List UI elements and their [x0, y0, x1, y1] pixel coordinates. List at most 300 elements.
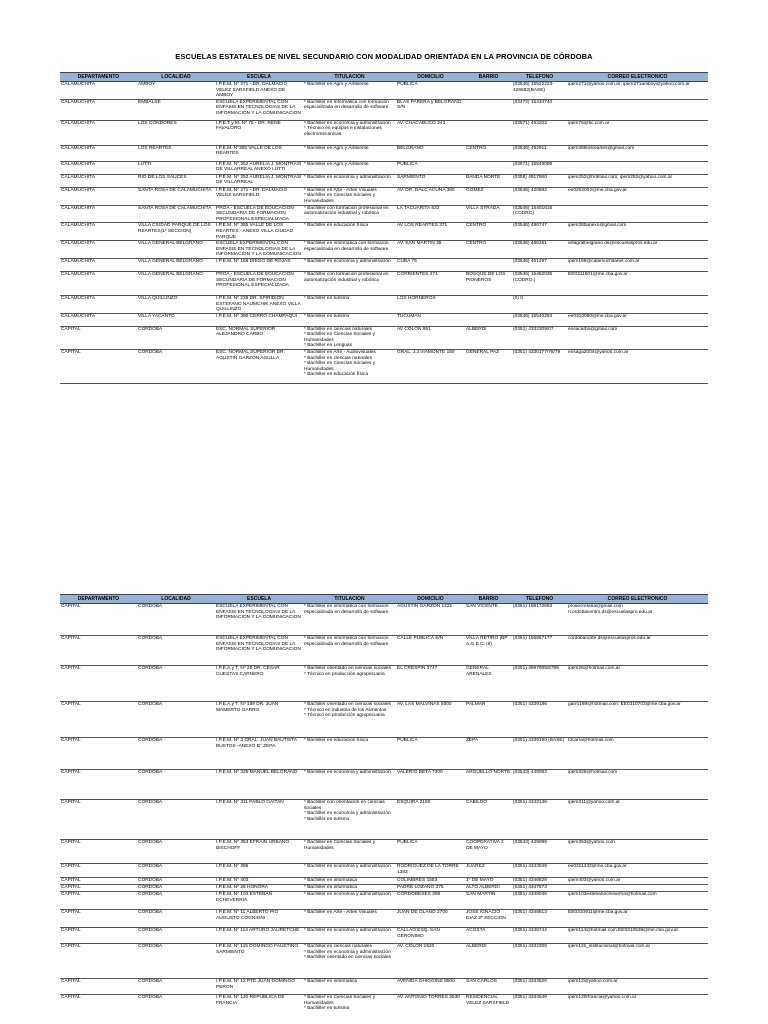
cell-correo: ipem252@hotmail.com; ipem252@yahoo.com.ar — [567, 174, 708, 187]
table-row — [60, 864, 708, 878]
cell-localidad: CORDOBA — [137, 636, 215, 666]
cell-escuela: I.P.E.M. Nº 403 — [215, 878, 303, 885]
cell-correo — [567, 295, 708, 313]
cell-telefono: (03546) 461297 — [512, 258, 567, 271]
cell-departamento: CALAMUCHITA — [60, 187, 137, 205]
header-escuela: ESCUELA — [215, 73, 303, 82]
cell-titulacion: * Bachiller en economía y administración — [303, 174, 396, 187]
cell-correo: villagralbelgrano.ds@escuelaspros.edu.ar — [567, 241, 708, 259]
cell-titulacion: * Bachiller en Arte - Artes Visuales — [303, 910, 396, 928]
cell-correo — [567, 885, 708, 892]
cell-telefono: (03546) 466251 — [512, 241, 567, 259]
cell-correo: ipem168@calamuchitanet.com.ar — [567, 258, 708, 271]
header-departamento: DEPARTAMENTO — [60, 595, 137, 604]
cell-escuela: I.P.E.M. Nº 3 GRAL. JUAN BAUTISTA BUSTOS -ANEXO B° ZEPA — [215, 738, 303, 770]
cell-correo — [567, 99, 708, 120]
cell-barrio: PALMAR — [465, 702, 512, 738]
cell-localidad: SANTA ROSA DE CALAMUCHITA — [137, 187, 215, 205]
cell-telefono: (0351) 4343136 — [512, 800, 567, 840]
cell-correo: ipem325@hotmail.com — [567, 770, 708, 800]
cell-domicilio: PUBLICA — [396, 161, 465, 174]
table-row — [60, 800, 708, 840]
cell-departamento: CAPITAL — [60, 892, 137, 910]
cell-localidad: CORDOBA — [137, 885, 215, 892]
table-header-row — [60, 595, 708, 604]
cell-titulacion: * Bachiller orientado en ciencias sociales * Técnico en industria de los Alimentos * Técnico en producción agropecuaria — [303, 702, 396, 738]
cell-barrio — [465, 120, 512, 145]
cell-domicilio: AV. DR. DALC ACUÑA 380 — [396, 187, 465, 205]
cell-correo: ipem115_institucional@hotmail.com.ar — [567, 944, 708, 979]
cell-domicilio: CALLE PUBLICA S/N — [396, 636, 465, 666]
cell-titulacion: * Bachiller en turismo — [303, 313, 396, 326]
header-titulacion: TITULACION — [303, 595, 396, 604]
cell-barrio — [465, 313, 512, 326]
cell-localidad: CORDOBA — [137, 604, 215, 636]
cell-departamento: CALAMUCHITA — [60, 258, 137, 271]
cell-barrio: ALBERDI — [465, 326, 512, 349]
table-row — [60, 205, 708, 223]
cell-domicilio: BELGRANO — [396, 145, 465, 161]
cell-barrio: ACOSTA — [465, 928, 512, 944]
cell-escuela: I.P.E.M. Nº 12 PTE.JUAN DOMINGO PERON — [215, 979, 303, 995]
cell-escuela: I.P.E.M. Nº 271 - DR. DALMACIO VELEZ SARSFIELD ANEXO DE AMBOY — [215, 82, 303, 100]
cell-departamento: CAPITAL — [60, 864, 137, 878]
cell-barrio: SAN CARLOS — [465, 979, 512, 995]
cell-localidad: VILLA YACANTO — [137, 313, 215, 326]
table-row — [60, 187, 708, 205]
cell-correo: ipem26@hotmail.com.ar — [567, 666, 708, 702]
table-row — [60, 604, 708, 636]
cell-correo: ipem385losreartes@gmail.com — [567, 145, 708, 161]
cell-telefono: (0351) 4339190 (BASE) — [512, 738, 567, 770]
cell-barrio: SAN VICENTE — [465, 604, 512, 636]
cell-domicilio: GRAL. J.J.VIAMONTE 150 — [396, 350, 465, 383]
header-escuela: ESCUELA — [215, 595, 303, 604]
cell-titulacion: * Bachiller en informática — [303, 885, 396, 892]
cell-escuela: ESCUELA EXPERIMENTAL CON ENFASIS EN TECNOLOGIAS DE LA INFORMACION Y LA COMUNICACION — [215, 604, 303, 636]
table-header-row — [60, 73, 708, 82]
header-correo: CORREO ELECTRONICO — [567, 73, 708, 82]
cell-correo: EE0311501@me.cba.gov.ar — [567, 271, 708, 295]
cell-escuela: I.P.E.M. Nº 271 - DR. DALMACIO VELEZ SARSFIELD — [215, 187, 303, 205]
cell-titulacion: * Bachiller en ciencias naturales * Bachiller en economía y administración * Bachiller orientado en ciencias sociales — [303, 944, 396, 979]
cell-departamento: CAPITAL — [60, 995, 137, 1017]
cell-titulacion: * Bachiller en educación física — [303, 223, 396, 241]
table-row — [60, 313, 708, 326]
cell-domicilio: AV. ANTONIO TORRES 3530 — [396, 995, 465, 1017]
cell-barrio: RESIDENCIAL VELEZ SARSFIELD — [465, 995, 512, 1017]
cell-titulacion: * Bachiller en informática con formación especializada en desarrollo de software — [303, 241, 396, 259]
cell-barrio: JUAREZ — [465, 864, 512, 878]
cell-telefono: (03472) 15434740 — [512, 99, 567, 120]
cell-localidad: CORDOBA — [137, 995, 215, 1017]
cell-escuela: ESC. NORMAL SUPERIOR ALEJANDRO CARBO — [215, 326, 303, 349]
cell-localidad: CORDOBA — [137, 702, 215, 738]
cell-barrio: BANDA NORTE — [465, 174, 512, 187]
cell-correo: ensacarbo@gmail.com — [567, 326, 708, 349]
cell-telefono: (0351) 4343049 — [512, 864, 567, 878]
cell-domicilio: PUBLICA — [396, 738, 465, 770]
cell-departamento: CALAMUCHITA — [60, 313, 137, 326]
cell-domicilio: ESQUIRA 2150 — [396, 800, 465, 840]
cell-telefono: (0351) 4334526 — [512, 979, 567, 995]
cell-escuela: I.P.E.M. Nº 28 HONORA — [215, 885, 303, 892]
table-row — [60, 82, 708, 100]
cell-correo: ipem353@yahoo.com — [567, 840, 708, 864]
cell-correo — [567, 205, 708, 223]
cell-titulacion: * Bachiller en informática — [303, 979, 396, 995]
table-row — [60, 350, 708, 383]
table-row — [60, 878, 708, 885]
cell-telefono: (03571) 493203 — [512, 120, 567, 145]
cell-barrio: GENERAL PAZ — [465, 350, 512, 383]
header-barrio: BARRIO — [465, 73, 512, 82]
table-row — [60, 161, 708, 174]
table-row — [60, 241, 708, 259]
cell-domicilio: AV. COLON 1520 — [396, 944, 465, 979]
cell-departamento: CAPITAL — [60, 770, 137, 800]
cell-titulacion: * Bachiller en Agro y Ambiente — [303, 145, 396, 161]
table-row — [60, 99, 708, 120]
cell-localidad: RIO DE LOS SAUCES — [137, 174, 215, 187]
cell-localidad: CORDOBA — [137, 928, 215, 944]
cell-escuela: I.P.E.M. Nº 115 DOMINGO FAUSTINO SARMIENTO — [215, 944, 303, 979]
cell-escuela: ESCUELA EXPERIMENTAL CON ENFASIS EN TECNOLOGIAS DE LA INFORMACION Y LA COMUNICACION — [215, 241, 303, 259]
cell-domicilio: PADRE LOZANO 375 — [396, 885, 465, 892]
cell-correo: ee0202002@me.cba.gov.ar — [567, 187, 708, 205]
cell-titulacion: * Bachiller en Agro y Ambiente — [303, 161, 396, 174]
cell-departamento: CAPITAL — [60, 979, 137, 995]
cell-departamento: CAPITAL — [60, 738, 137, 770]
cell-departamento: CALAMUCHITA — [60, 295, 137, 313]
cell-barrio — [465, 99, 512, 120]
cell-departamento: CALAMUCHITA — [60, 161, 137, 174]
table-row — [60, 885, 708, 892]
cell-domicilio: BLAS PARERA y BELGRANO S/N — [396, 99, 465, 120]
cell-escuela: I.P.E.M. Nº 311 PABLO GAITAN — [215, 800, 303, 840]
cell-escuela: I.P.E.M. Nº 103 ESTEBAN ECHEVERRIA — [215, 892, 303, 910]
header-telefono: TELEFONO — [512, 595, 567, 604]
cell-departamento: CAPITAL — [60, 350, 137, 383]
table-row — [60, 174, 708, 187]
table-row — [60, 702, 708, 738]
cell-telefono: (0351) 4997985/6799 — [512, 666, 567, 702]
cell-departamento: CAPITAL — [60, 604, 137, 636]
cell-domicilio: AGUSTIN GARZON 1221 — [396, 604, 465, 636]
cell-domicilio: LA TACUARITA 532 — [396, 205, 465, 223]
header-domicilio: DOMICILIO — [396, 73, 465, 82]
cell-localidad: AMBOY — [137, 82, 215, 100]
table-row — [60, 995, 708, 1017]
cell-barrio: BOSQUE DE LOS PIONEROS — [465, 271, 512, 295]
cell-departamento: CAPITAL — [60, 840, 137, 864]
cell-correo: ipem75@tic.com.ar — [567, 120, 708, 145]
header-correo: CORREO ELECTRONICO — [567, 595, 708, 604]
cell-departamento: CAPITAL — [60, 636, 137, 666]
cell-barrio: COOPERATIVA 2 DE MAYO — [465, 840, 512, 864]
cell-titulacion: * Bachiller en turismo — [303, 295, 396, 313]
cell-correo: ipem103estebanecheverria@hotmail.com — [567, 892, 708, 910]
cell-titulacion: * Bachiller en economía y administración — [303, 770, 396, 800]
header-localidad: LOCALIDAD — [137, 73, 215, 82]
cell-barrio: GOMEZ — [465, 187, 512, 205]
cell-escuela: PROA - ESCUELA DE EDUCACION SECUNDARIA DE FORMACION PROFESIONAL ESPECIALIZADA — [215, 271, 303, 295]
cell-domicilio: AV LOS REARTES 371 — [396, 223, 465, 241]
cell-domicilio: AV. LAS MALVINAS 5000 — [396, 702, 465, 738]
cell-barrio — [465, 258, 512, 271]
cell-domicilio: SARMIENTO — [396, 174, 465, 187]
cell-escuela: PROA - ESCUELA DE EDUCACION SECUNDARIA DE FORMACION PROFESIONAL ESPECIALIZADA — [215, 205, 303, 223]
table-row — [60, 223, 708, 241]
cell-domicilio: EL CRESPIN 3747 — [396, 666, 465, 702]
header-barrio: BARRIO — [465, 595, 512, 604]
cell-titulacion: * Bachiller en Ciencias Sociales y Humanidades * Bachiller en turismo — [303, 995, 396, 1017]
cell-correo — [567, 161, 708, 174]
cell-escuela: I.P.E.A.y T. Nº 26 DR. CESAR CUESTAS CARNERO — [215, 666, 303, 702]
cell-domicilio: JUAN DE OLANO 2700 — [396, 910, 465, 928]
cell-correo: ipem120rfrancia@yahoo.com.ar — [567, 995, 708, 1017]
cell-domicilio: CUBA 75 — [396, 258, 465, 271]
cell-barrio: CENTRO — [465, 223, 512, 241]
cell-telefono: (0351) 4332309/07 — [512, 326, 567, 349]
cell-titulacion: * Bachiller en economía y administración * Técnico en equipos e instalaciones electromecánicas — [303, 120, 396, 145]
table-row — [60, 840, 708, 864]
cell-telefono: (0358) 4917960 — [512, 174, 567, 187]
cell-escuela: I.P.E.M. Nº 385 VALLE DE LOS REARTES - ANEXO VILLA CIUDAD PARQUE — [215, 223, 303, 241]
cell-telefono: (0351) 4348813 — [512, 910, 567, 928]
cell-telefono: (0351) 4348744 — [512, 928, 567, 944]
schools-table-2 — [60, 594, 708, 1017]
cell-departamento: CALAMUCHITA — [60, 120, 137, 145]
cell-barrio: CABILDO — [465, 800, 512, 840]
cell-escuela: I.P.E.M. Nº 239 DR. SPIRIDION ESTEFANO NAUMCHIK ANEXO VILLA QUILLINZO — [215, 295, 303, 313]
cell-barrio — [465, 295, 512, 313]
cell-telefono: (03546) 15462035 (CODRO.) — [512, 271, 567, 295]
cell-localidad: CORDOBA — [137, 979, 215, 995]
cell-domicilio: TUCUMAN — [396, 313, 465, 326]
header-telefono: TELEFONO — [512, 73, 567, 82]
cell-escuela: I.P.E.M. Nº 252 AURELIA J. MONTRASI DE VILLARREAL ANEXO LUTTI — [216, 161, 302, 173]
table-row — [60, 666, 708, 702]
table-row — [60, 770, 708, 800]
cell-correo: ensaga2004@yahoo.com.ar — [567, 350, 708, 383]
cell-domicilio: VALERIO BETA 7300 — [396, 770, 465, 800]
cell-departamento: CALAMUCHITA — [60, 271, 137, 295]
cell-domicilio: RODRIGUEZ DE LA TORRE 1383 — [396, 864, 465, 878]
cell-telefono: (0351) 4334548 — [512, 995, 567, 1017]
cell-barrio: ARGUELLO NORTE — [465, 770, 512, 800]
cell-domicilio: CORRIENTES 271 — [396, 271, 465, 295]
cell-localidad: CORDOBA — [137, 910, 215, 928]
cell-correo: ipem311@yahoo.com.ar — [567, 800, 708, 840]
cell-departamento: CAPITAL — [60, 910, 137, 928]
cell-escuela: I.P.E.M. Nº 353 EFRAIN URBANO BISCHOFF — [215, 840, 303, 864]
cell-barrio — [465, 82, 512, 100]
cell-departamento: CALAMUCHITA — [60, 145, 137, 161]
cell-barrio: CENTRO — [465, 241, 512, 259]
cell-correo: cordobanorte.ds@escuelaspros.edu.ar — [567, 636, 708, 666]
cell-domicilio: LOS HORNEROS — [396, 295, 465, 313]
cell-localidad: CORDOBA — [137, 878, 215, 885]
cell-telefono: (0351) 4330177/78/79 — [512, 350, 567, 383]
cell-domicilio: CALLAO ESQ. SAN GERONIMO — [396, 928, 465, 944]
cell-departamento: CALAMUCHITA — [60, 205, 137, 223]
cell-titulacion: * Bachiller orientado en ciencias sociales * Técnico en producción agropecuaria — [303, 666, 396, 702]
cell-departamento: CAPITAL — [60, 878, 137, 885]
cell-localidad: CORDOBA — [137, 864, 215, 878]
cell-escuela: I.P.E.M. Nº 114 ARTURO JAURETCHE — [215, 928, 303, 944]
cell-titulacion: * Bachiller en informática con formación especializada en desarrollo de software — [303, 604, 396, 636]
cell-localidad: VILLA QUILLINZO — [137, 295, 215, 313]
table-row — [60, 910, 708, 928]
table-row — [60, 120, 708, 145]
cell-titulacion: * Bachiller con formación profesional en automatización industrial y robótica — [303, 271, 396, 295]
cell-departamento: CALAMUCHITA — [60, 82, 137, 100]
header-titulacion: TITULACION — [303, 73, 396, 82]
cell-correo: EE0310911@me.cba.gov.ar — [567, 910, 708, 928]
cell-departamento: CAPITAL — [60, 928, 137, 944]
cell-localidad: CORDOBA — [137, 350, 215, 383]
cell-localidad: CORDOBA — [137, 892, 215, 910]
cell-correo: ipem271@yahoo.com.ar; ipem271amboy@yahoo.com.ar — [567, 82, 708, 100]
table-row — [60, 944, 708, 979]
cell-escuela: I.P.E.M. Nº 395 — [215, 864, 303, 878]
cell-titulacion: * Bachiller en economía y administración — [303, 864, 396, 878]
cell-titulacion: * Bachiller en informática con formación especializada en desarrollo de software — [303, 636, 396, 666]
table-row — [60, 636, 708, 666]
cell-departamento: CAPITAL — [60, 944, 137, 979]
cell-barrio: ALBERDI — [465, 944, 512, 979]
cell-barrio: VILLA RETIRO (BP A.G.E.C. III) — [465, 636, 512, 666]
cell-departamento: CAPITAL — [60, 326, 137, 349]
cell-escuela: ESCUELA EXPERIMENTAL CON ENFASIS EN TECNOLOGIAS DE LA INFORMACION Y LA COMUNICACION — [215, 636, 303, 666]
cell-correo: ee0310050@me.cba.gov.ar — [567, 313, 708, 326]
cell-localidad: CORDOBA — [137, 738, 215, 770]
cell-barrio: 1º DE MAYO — [465, 878, 512, 885]
cell-barrio: ALTO ALBERDI — [465, 885, 512, 892]
cell-titulacion: * Bachiller con formación profesional en automatización industrial y robótica — [303, 205, 396, 223]
schools-table-1 — [60, 72, 708, 383]
cell-domicilio: PUBLICA — [396, 840, 465, 864]
cell-departamento: CALAMUCHITA — [60, 241, 137, 259]
header-localidad: LOCALIDAD — [137, 595, 215, 604]
cell-titulacion: * Bachiller con orientación en ciencias sociales * Bachiller en economía y administración * Bachiller en turismo — [303, 800, 396, 840]
cell-barrio: JOSE IGNACIO DIAZ 3ª SECCION — [465, 910, 512, 928]
cell-telefono: (0351) 4348046 — [512, 892, 567, 910]
cell-localidad: LOS CONDORES — [137, 120, 215, 145]
cell-escuela: I.P.E.M. Nº 390 CERRO CHAMPAQUI — [215, 313, 303, 326]
cell-telefono: (03546) 492911 — [512, 145, 567, 161]
cell-telefono: (03543) 449083 — [512, 770, 567, 800]
cell-domicilio: AV. SAN MARTIN 35 — [396, 241, 465, 259]
table-row — [60, 979, 708, 995]
table-row — [60, 271, 708, 295]
cell-localidad: CORDOBA — [137, 840, 215, 864]
table-bottom-rule — [60, 383, 708, 385]
cell-domicilio: AV COLON 951 — [396, 326, 465, 349]
table-row — [60, 326, 708, 349]
cell-departamento: CAPITAL — [60, 800, 137, 840]
cell-titulacion: * Bachiller en Agro y Ambiente — [303, 82, 396, 100]
cell-correo: ipem12@yahoo.com.ar — [567, 979, 708, 995]
cell-correo: garro189@hotmail.com; EE0310703@me.cba.gov.ar — [567, 702, 708, 738]
cell-barrio: CENTRO — [465, 145, 512, 161]
cell-localidad: CORDOBA — [137, 944, 215, 979]
cell-departamento: CALAMUCHITA — [60, 223, 137, 241]
table-row — [60, 892, 708, 910]
schools-table-block-1 — [60, 72, 708, 385]
cell-escuela: I.P.E.M. Nº 120 REPUBLICA DE FRANCIA — [215, 995, 303, 1017]
cell-domicilio: CORDOBESES 398 — [396, 892, 465, 910]
cell-titulacion: * Bachiller en economía y administración — [303, 258, 396, 271]
schools-table-block-2 — [60, 594, 708, 1017]
cell-localidad: LUTTI — [137, 161, 215, 174]
cell-escuela: ESC. NORMAL SUPERIOR DR. AGUSTIN GARZON AGULLA — [215, 350, 303, 383]
cell-correo: ee0311433@me.cba.gov.ar — [567, 864, 708, 878]
table-row — [60, 145, 708, 161]
table-row — [60, 258, 708, 271]
cell-domicilio: AV. CHACABUCO 243 — [396, 120, 465, 145]
cell-localidad: CORDOBA — [137, 800, 215, 840]
cell-localidad: LOS REARTES — [137, 145, 215, 161]
cell-correo: ipem403@yahoo.com.ar — [567, 878, 708, 885]
cell-barrio: SAN MARTIN — [465, 892, 512, 910]
cell-departamento: CAPITAL — [60, 702, 137, 738]
cell-departamento: CAPITAL — [60, 885, 137, 892]
cell-correo: fdcarra@hotmail.com — [567, 738, 708, 770]
cell-barrio: ZEPA — [465, 738, 512, 770]
cell-domicilio: AVENIDA OHIGGINS 8500 — [396, 979, 465, 995]
cell-telefono: (0351) 4346828 — [512, 878, 567, 885]
cell-titulacion: * Bachiller en economía y administración — [303, 928, 396, 944]
cell-titulacion: * Bachiller en economía y administración — [303, 892, 396, 910]
cell-telefono: (0351) 4339186 — [512, 702, 567, 738]
cell-telefono: (0351) 4332308 — [512, 944, 567, 979]
cell-telefono: (0351) 4347673 — [512, 885, 567, 892]
cell-escuela: I.P.E.M. Nº 325 MANUEL BELGRANO — [215, 770, 303, 800]
cell-escuela: I.P.E.T y M. Nº 75 - DR. RENE FAVALORO — [215, 120, 303, 145]
cell-titulacion: * Bachiller en informática — [303, 878, 396, 885]
cell-titulacion: * Bachiller en Arte - Artes Visuales * Bachiller en Ciencias Sociales y Humanidades — [303, 187, 396, 205]
cell-titulacion: * Bachiller en ciencias naturales * Bachiller en Ciencias Sociales y Humanidades * Bachiller en Lenguas — [303, 326, 396, 349]
cell-escuela: I.P.E.A.y T. Nº 189 DR. JUAN MAMERTO GARRO — [215, 702, 303, 738]
cell-correo: ipem385anexo@gmail.com — [567, 223, 708, 241]
cell-domicilio: COLIMBRES 1583 — [396, 878, 465, 885]
cell-localidad: VILLA GENERAL BELGRANO — [137, 258, 215, 271]
cell-telefono: (03546) 15522223-426682(BASE) — [512, 82, 567, 100]
cell-localidad: CORDOBA — [137, 770, 215, 800]
cell-telefono: (03546) 420682 — [512, 187, 567, 205]
table-row — [60, 295, 708, 313]
cell-barrio: GENERAL ARENALES — [465, 666, 512, 702]
cell-escuela: I.P.E.M. Nº 11 ALBERTO PIO AUGUSTO COGNIGNI — [215, 910, 303, 928]
cell-localidad: VILLA GENERAL BELGRANO — [137, 241, 215, 259]
cell-telefono: (03546) 15401616 (CODRO) — [512, 205, 567, 223]
cell-localidad: EMBALSE — [137, 99, 215, 120]
header-departamento: DEPARTAMENTO — [60, 73, 137, 82]
cell-barrio — [465, 161, 512, 174]
cell-departamento: CALAMUCHITA — [60, 174, 137, 187]
cell-telefono: (0351) 158172663 — [512, 604, 567, 636]
cell-domicilio: PUBLICA — [396, 82, 465, 100]
cell-titulacion: * Bachiller en Informática con formación especializada en desarrollo de software — [303, 99, 396, 120]
cell-titulacion: * Bachiller en educación física — [303, 738, 396, 770]
cell-correo: prosecretaria@gmail.com rcordobacentro.ds@escuelaspro.edu.ar — [567, 604, 708, 636]
cell-telefono: (03546) 486747 — [512, 223, 567, 241]
cell-titulacion: * Bachiller en Ciencias Sociales y Humanidades — [303, 840, 396, 864]
cell-telefono: (0351) 155867177 — [512, 636, 567, 666]
header-domicilio: DOMICILIO — [396, 595, 465, 604]
